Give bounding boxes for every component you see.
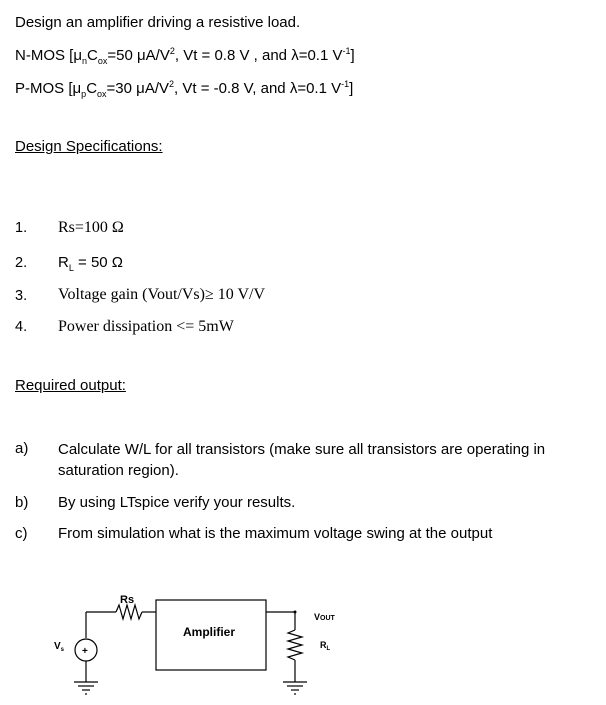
req-item-a: Calculate W/L for all transistors (make sure all transistors are operating in saturation region). bbox=[58, 441, 546, 479]
amplifier-label: Amplifier bbox=[183, 625, 236, 639]
req-item-c: From simulation what is the maximum voltage swing at the output bbox=[58, 525, 493, 542]
vout-label: VOUT bbox=[314, 612, 335, 622]
spec-num-2: 2. bbox=[15, 255, 28, 271]
rl-resistor-symbol bbox=[288, 630, 302, 660]
spec-item-3: Voltage gain (Vout/Vs)≥ 10 V/V bbox=[58, 286, 265, 303]
vs-label: $V_s$ bbox=[54, 641, 65, 653]
problem-title: Design an amplifier driving a resistive load. bbox=[15, 14, 301, 31]
rl-label: $R_L$ bbox=[320, 640, 331, 652]
spec-item-4: Power dissipation <= 5mW bbox=[58, 318, 234, 335]
required-heading: Required output: bbox=[15, 377, 126, 394]
spec-num-4: 4. bbox=[15, 319, 28, 335]
req-item-b: By using LTspice verify your results. bbox=[58, 494, 296, 511]
nmos-params: N-MOS [$\mu_nC_{ox}=50$ $\mu A/V^2$, Vt = 0.8 V , and λ=0.1 $V^{-1}$] bbox=[15, 46, 355, 66]
rs-resistor-symbol bbox=[116, 605, 142, 619]
specs-heading: Design Specifications: bbox=[15, 138, 163, 155]
spec-item-1: Rs=100 Ω bbox=[58, 219, 124, 236]
req-num-a: a) bbox=[15, 440, 29, 457]
spec-item-2: $R_L = 50$ Ω bbox=[58, 254, 124, 273]
req-num-c: c) bbox=[15, 525, 28, 542]
rs-label: Rs bbox=[120, 594, 135, 606]
spec-num-3: 3. bbox=[15, 288, 28, 304]
plus-sign: + bbox=[82, 646, 88, 657]
pmos-params: P-MOS [$\mu_pC_{ox}=30$ $\mu A/V^2$, Vt = -0.8 V, and λ=0.1 $V^{-1}$] bbox=[15, 79, 354, 99]
spec-num-1: 1. bbox=[15, 220, 28, 236]
req-num-b: b) bbox=[15, 494, 29, 511]
